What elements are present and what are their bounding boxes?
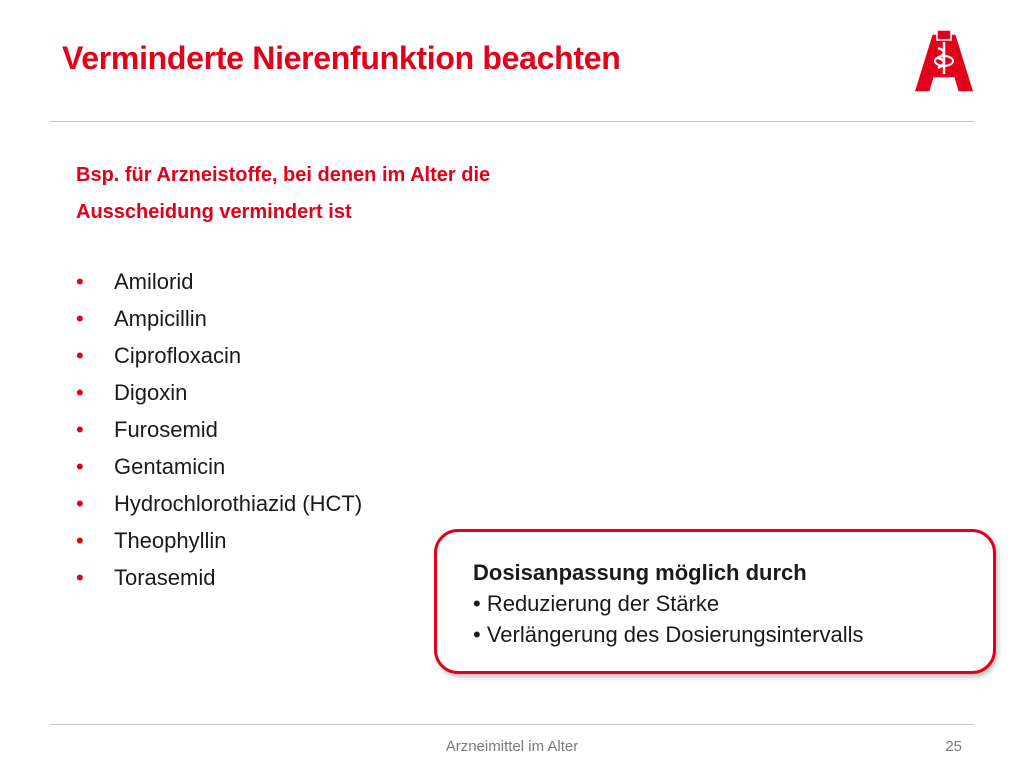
page-number: 25 (945, 738, 962, 755)
bullet-icon: • (76, 527, 84, 553)
drug-name: Ampicillin (114, 305, 207, 331)
bullet-icon: • (76, 564, 84, 590)
bullet-icon: • (76, 490, 84, 516)
header-divider (50, 121, 974, 122)
subtitle-line-2: Ausscheidung vermindert ist (76, 201, 352, 223)
drug-list (76, 263, 362, 596)
callout-item: • Verlängerung des Dosierungsintervalls (473, 622, 864, 647)
list-item (76, 300, 362, 337)
bullet-icon: • (76, 416, 84, 442)
subtitle-line-1: Bsp. für Arzneistoffe, bei denen im Alter die (76, 164, 491, 186)
slide-subtitle (76, 157, 696, 231)
list-item (76, 522, 362, 559)
drug-name: Ciprofloxacin (114, 342, 242, 368)
apotheke-a-logo-icon (910, 28, 978, 96)
callout-item: • Reduzierung der Stärke (473, 591, 720, 616)
dose-adjustment-callout (434, 529, 996, 674)
bullet-icon: • (76, 379, 84, 405)
list-item (76, 411, 362, 448)
list-item (76, 559, 362, 596)
drug-name: Gentamicin (114, 453, 226, 479)
bullet-icon: • (76, 305, 84, 331)
callout-heading: Dosisanpassung möglich durch (473, 560, 807, 585)
bullet-icon: • (76, 453, 84, 479)
list-item (76, 374, 362, 411)
drug-name: Digoxin (114, 379, 188, 405)
drug-name: Theophyllin (114, 527, 227, 553)
drug-name: Furosemid (114, 416, 218, 442)
list-item (76, 337, 362, 374)
drug-name: Amilorid (114, 268, 194, 294)
bullet-icon: • (76, 342, 84, 368)
drug-name: Hydrochlorothiazid (HCT) (114, 490, 363, 516)
footer-title: Arzneimittel im Alter (445, 738, 579, 755)
list-item (76, 485, 362, 522)
footer-divider (50, 724, 974, 725)
list-item (76, 448, 362, 485)
drug-name: Torasemid (114, 564, 216, 590)
bullet-icon: • (76, 268, 84, 294)
slide-title: Verminderte Nierenfunktion beachten (62, 40, 621, 76)
list-item (76, 263, 362, 300)
